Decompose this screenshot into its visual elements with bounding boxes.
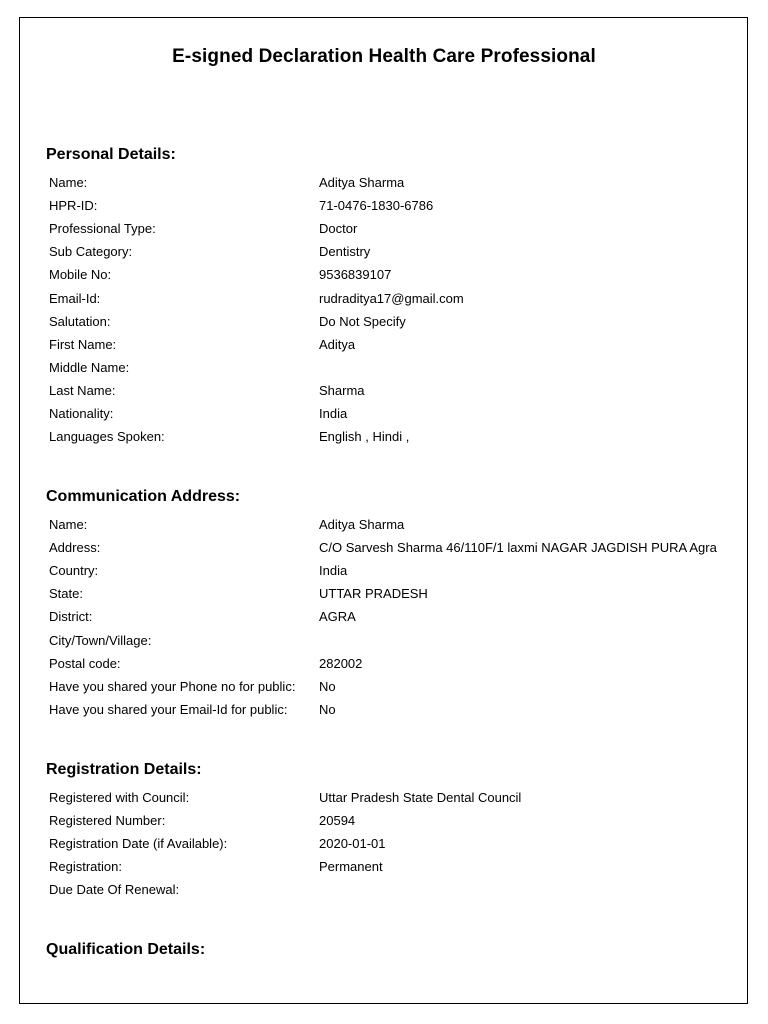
detail-row [49, 698, 739, 721]
field-value: No [319, 678, 336, 694]
field-value: Dentistry [319, 244, 371, 260]
field-label: Country: [49, 563, 99, 579]
field-value: India [319, 563, 348, 579]
field-label: State: [49, 586, 83, 602]
field-label: Nationality: [49, 405, 114, 421]
field-label: Registration Date (if Available): [49, 836, 228, 852]
detail-row [49, 675, 739, 698]
communication-address-heading: Communication Address: [46, 488, 241, 505]
field-label: Postal code: [49, 655, 121, 671]
personal-details-table [49, 171, 739, 448]
field-value [319, 878, 739, 901]
field-value: Permanent [319, 859, 383, 875]
field-value: No [319, 701, 336, 717]
detail-row [49, 513, 739, 536]
detail-row [49, 171, 739, 194]
field-label: Registered with Council: [49, 790, 190, 806]
detail-row [49, 263, 739, 286]
field-label: Salutation: [49, 313, 111, 329]
detail-row [49, 809, 739, 832]
field-value: C/O Sarvesh Sharma 46/110F/1 laxmi NAGAR JAGDISH PURA Agra [319, 540, 717, 556]
field-value: 2020-01-01 [319, 836, 386, 852]
detail-row [49, 652, 739, 675]
field-label: Languages Spoken: [49, 429, 165, 445]
detail-row [49, 605, 739, 628]
detail-row [49, 425, 739, 448]
field-value: 282002 [319, 655, 363, 671]
detail-row [49, 402, 739, 425]
detail-row [49, 286, 739, 309]
detail-row [49, 832, 739, 855]
field-value: AGRA [319, 609, 356, 625]
detail-row [49, 379, 739, 402]
field-label: Name: [49, 517, 88, 533]
field-value: Sharma [319, 382, 365, 398]
detail-row [49, 240, 739, 263]
communication-address-table [49, 513, 739, 721]
field-label: Mobile No: [49, 267, 112, 283]
field-value: rudraditya17@gmail.com [319, 290, 464, 306]
detail-row [49, 582, 739, 605]
field-label: Have you shared your Phone no for public: [49, 678, 296, 694]
field-label: Have you shared your Email-Id for public: [49, 701, 288, 717]
field-value: India [319, 405, 348, 421]
registration-details-table [49, 786, 739, 901]
field-value: UTTAR PRADESH [319, 586, 428, 602]
field-label: Professional Type: [49, 221, 156, 237]
detail-row [49, 536, 739, 559]
detail-row [49, 878, 739, 901]
document-title: E-signed Declaration Health Care Professional [172, 46, 596, 67]
detail-row [49, 628, 739, 651]
field-value: Do Not Specify [319, 313, 406, 329]
personal-details-heading: Personal Details: [46, 146, 176, 163]
field-label: Registration: [49, 859, 122, 875]
field-label: Due Date Of Renewal: [49, 882, 180, 898]
field-label: City/Town/Village: [49, 632, 152, 648]
field-value: Aditya [319, 336, 356, 352]
detail-row [49, 786, 739, 809]
registration-details-heading: Registration Details: [46, 761, 202, 778]
field-label: District: [49, 609, 93, 625]
field-label: Middle Name: [49, 359, 130, 375]
detail-row [49, 855, 739, 878]
field-value: 9536839107 [319, 267, 392, 283]
field-value [319, 356, 739, 379]
field-label: First Name: [49, 336, 117, 352]
field-value [319, 628, 739, 651]
field-label: Email-Id: [49, 290, 101, 306]
field-value: Aditya Sharma [319, 175, 405, 191]
detail-row [49, 356, 739, 379]
detail-row [49, 559, 739, 582]
field-label: HPR-ID: [49, 198, 98, 214]
detail-row [49, 333, 739, 356]
detail-row [49, 194, 739, 217]
field-value: Aditya Sharma [319, 517, 405, 533]
qualification-details-heading: Qualification Details: [46, 941, 206, 958]
field-value: 20594 [319, 813, 356, 829]
field-value: Uttar Pradesh State Dental Council [319, 790, 522, 806]
field-label: Registered Number: [49, 813, 166, 829]
field-label: Name: [49, 175, 88, 191]
detail-row [49, 310, 739, 333]
field-label: Sub Category: [49, 244, 133, 260]
field-value: English , Hindi , [319, 429, 410, 445]
field-label: Last Name: [49, 382, 116, 398]
field-label: Address: [49, 540, 101, 556]
detail-row [49, 217, 739, 240]
field-value: Doctor [319, 221, 358, 237]
field-value: 71-0476-1830-6786 [319, 198, 434, 214]
